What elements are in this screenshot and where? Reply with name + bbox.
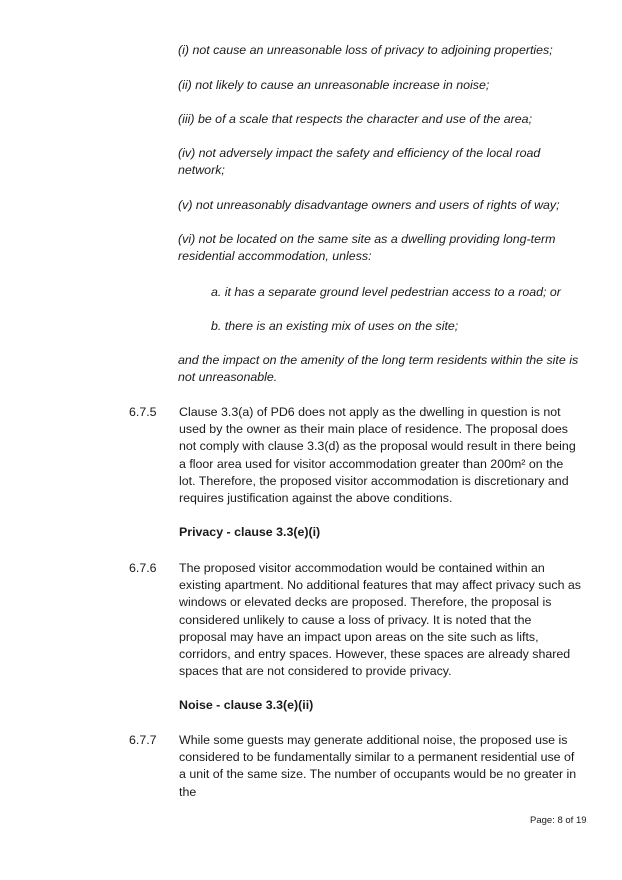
condition-ii: (ii) not likely to cause an unreasonable increase in noise; xyxy=(178,78,490,92)
section-number-6-7-6: 6.7.6 xyxy=(129,561,157,575)
condition-vi: (vi) not be located on the same site as a dwelling providing long-term residential accommodation, unless: xyxy=(178,232,556,264)
heading-privacy: Privacy - clause 3.3(e)(i) xyxy=(179,525,321,539)
section-text-6-7-7: While some guests may generate additional noise, the proposed use is considered to be fundamentally similar to a permanent residential use of a unit of the same size. The number of occupants would be no greater in the xyxy=(179,733,577,799)
condition-v: (v) not unreasonably disadvantage owners and users of rights of way; xyxy=(178,198,560,212)
section-text-6-7-5: Clause 3.3(a) of PD6 does not apply as the dwelling in question is not used by the owner as their main place of residence. The proposal does not comply with clause 3.3(d) as the proposal would result in there being a floor area used for visitor accommodation greater than 200m² on the lot. Therefore, the proposed visitor accommodation is discretionary and requires justification against the above conditions. xyxy=(179,405,576,506)
condition-i: (i) not cause an unreasonable loss of privacy to adjoining properties; xyxy=(178,43,553,57)
section-text-6-7-6: The proposed visitor accommodation would be contained within an existing apartment. No additional features that may affect privacy such as windows or elevated decks are proposed. Therefore, the proposal is considered unlikely to cause a loss of privacy. It is noted that the proposal may have an impact upon areas on the site such as lifts, corridors, and entry spaces. However, these spaces are already shared spaces that are not considered to provide privacy. xyxy=(179,561,581,679)
section-number-6-7-7: 6.7.7 xyxy=(129,733,157,747)
condition-iv: (iv) not adversely impact the safety and efficiency of the local road network; xyxy=(178,146,541,178)
subcondition-a: a. it has a separate ground level pedestrian access to a road; or xyxy=(211,285,561,299)
condition-conclusion: and the impact on the amenity of the long term residents within the site is not unreasonable. xyxy=(178,353,579,385)
section-number-6-7-5: 6.7.5 xyxy=(129,405,157,419)
page-footer: Page: 8 of 19 xyxy=(530,815,587,826)
condition-iii: (iii) be of a scale that respects the character and use of the area; xyxy=(178,112,533,126)
subcondition-b: b. there is an existing mix of uses on the site; xyxy=(211,319,459,333)
heading-noise: Noise - clause 3.3(e)(ii) xyxy=(179,698,314,712)
